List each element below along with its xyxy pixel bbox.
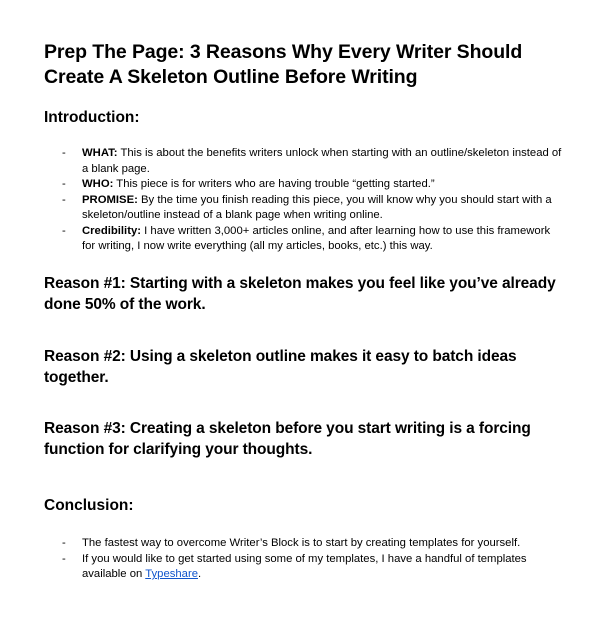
reason-2-heading: Reason #2: Using a skeleton outline makes it easy to batch ideas together. [44, 348, 517, 386]
list-item [62, 536, 562, 552]
conclusion-list [62, 536, 562, 583]
list-item [62, 146, 562, 177]
list-item [62, 552, 562, 583]
bullet-dash: - [62, 224, 66, 237]
conclusion-heading: Conclusion: [44, 497, 134, 514]
bullet-dash: - [62, 552, 66, 565]
list-item-text: The fastest way to overcome Writer’s Block is to start by creating templates for yourself. [82, 537, 521, 549]
list-item-label: WHAT: [82, 147, 118, 159]
list-item [62, 193, 562, 224]
bullet-dash: - [62, 147, 66, 159]
list-item-text-end: . [197, 568, 202, 580]
list-item-label: WHO: [82, 178, 114, 190]
typeshare-link[interactable]: Typeshare [145, 568, 198, 580]
list-item [62, 224, 562, 255]
list-item [62, 177, 562, 193]
list-item-text: This piece is for writers who are having trouble “getting started.” [113, 178, 435, 190]
bullet-dash: - [62, 178, 66, 190]
introduction-list [62, 146, 562, 255]
list-item-text: If you would like to get started using some of my templates, I have a handful of templates available on [82, 552, 527, 580]
list-item-text: I have written 3,000+ articles online, and after learning how to use this framework for writing, I now write everything (all my articles, books, etc.) this way. [82, 224, 551, 252]
document-title: Prep The Page: 3 Reasons Why Every Writer Should Create A Skeleton Outline Before Writing [44, 41, 523, 88]
list-item-label: PROMISE: [82, 193, 138, 206]
list-item-text: By the time you finish reading this piece, you will know why you should start with a skeleton/outline instead of a blank page when writing online. [82, 193, 552, 221]
list-item-text: This is about the benefits writers unlock when starting with an outline/skeleton instead of a blank page. [82, 147, 562, 175]
reason-1-heading: Reason #1: Starting with a skeleton makes you feel like you’ve already done 50% of the work. [44, 275, 556, 313]
introduction-heading: Introduction: [44, 109, 140, 126]
list-item-label: Credibility: [82, 224, 141, 237]
bullet-dash: - [62, 537, 66, 549]
reason-3-heading: Reason #3: Creating a skeleton before you start writing is a forcing function for clarifying your thoughts. [44, 420, 531, 458]
bullet-dash: - [62, 193, 66, 206]
